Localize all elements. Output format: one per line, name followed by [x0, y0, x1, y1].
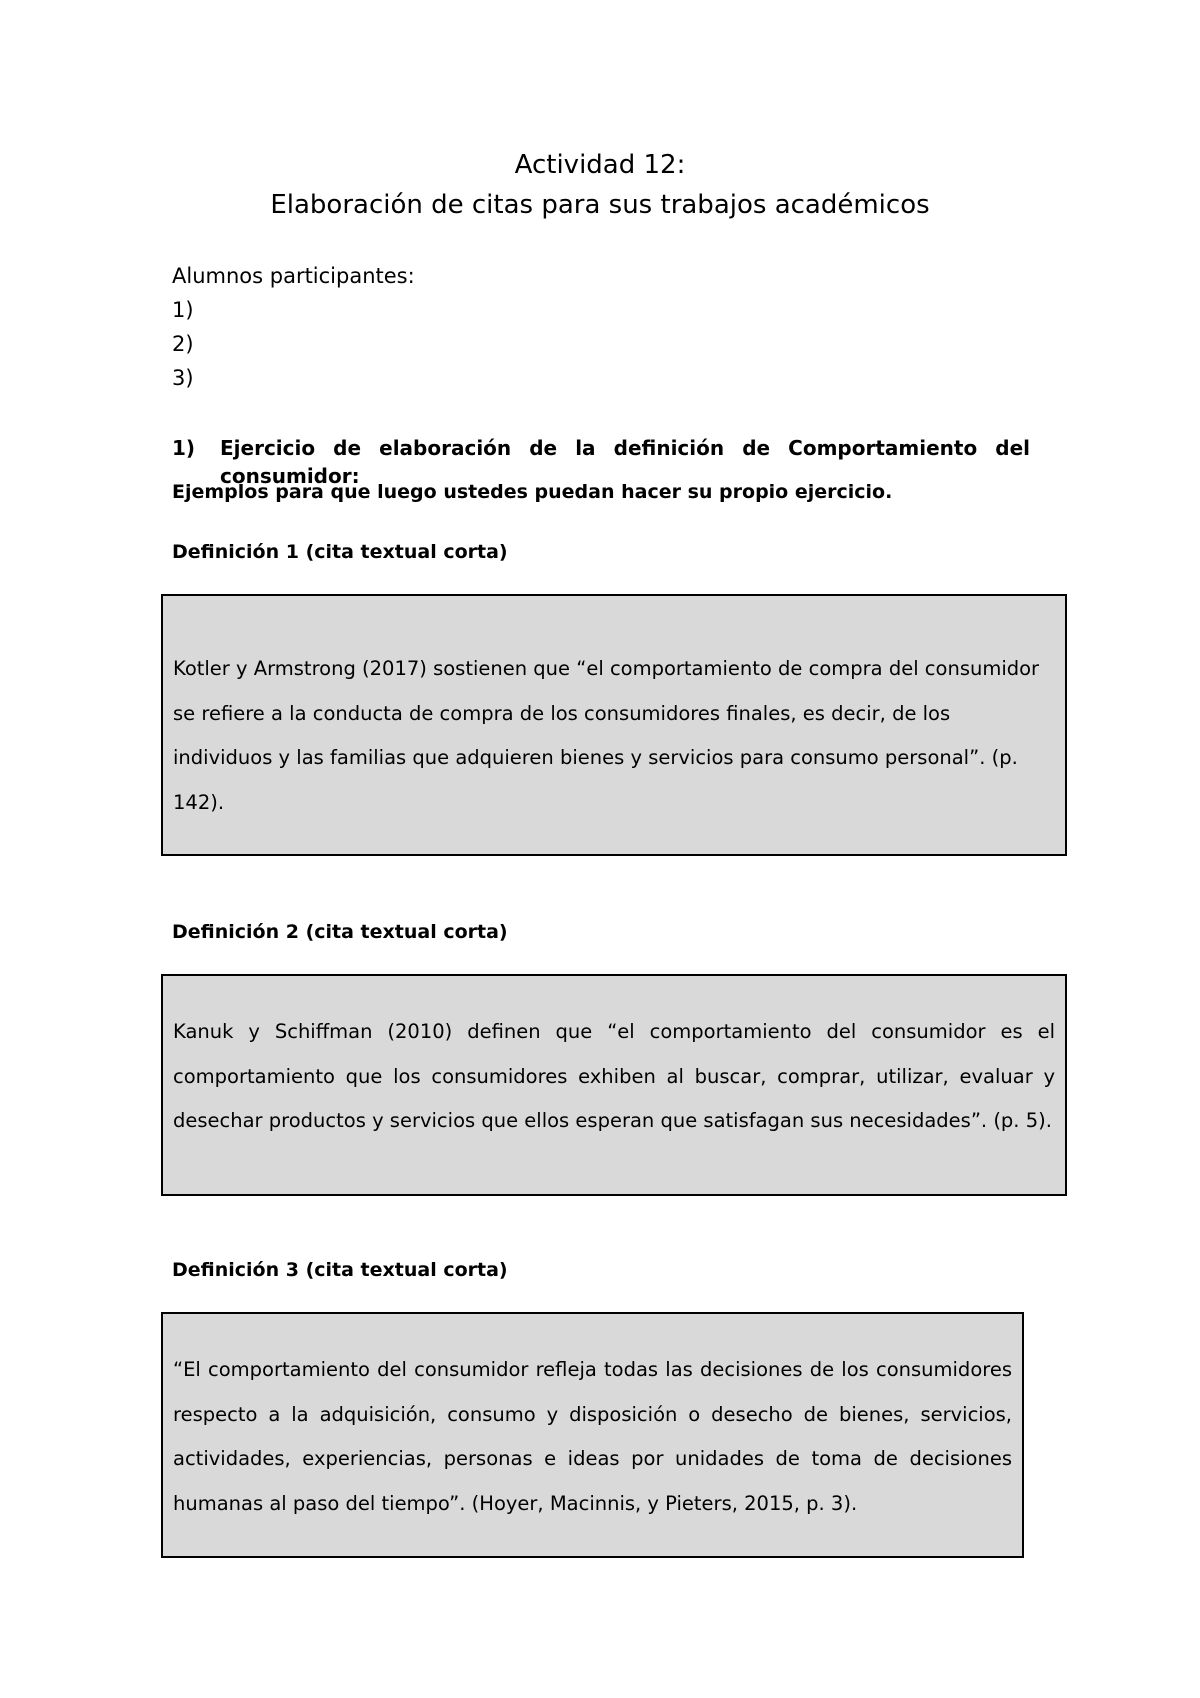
participant-item-2: 2) [172, 332, 194, 356]
definition-2-quote-box [161, 974, 1067, 1196]
definition-3-heading: Definición 3 (cita textual corta) [172, 1259, 508, 1281]
definition-2-heading: Definición 2 (cita textual corta) [172, 921, 508, 943]
definition-3-quote: “El comportamiento del consumidor refleja todas las decisiones de los consumidores respecto a la adquisición, consumo y disposición o desecho de bienes, servicios, actividades, experiencias, personas e ideas por unidades de toma de decisiones humanas al paso del tiempo”. (Hoyer, Macinnis, y Pieters, 2015, p. 3). [173, 1358, 1012, 1515]
participant-item-3: 3) [172, 366, 194, 390]
definition-1-heading: Definición 1 (cita textual corta) [172, 541, 508, 563]
examples-note: Ejemplos para que luego ustedes puedan hacer su propio ejercicio. [172, 481, 893, 503]
participant-item-1: 1) [172, 298, 194, 322]
definition-2-quote: Kanuk y Schiffman (2010) definen que “el comportamiento del consumidor es el comportamiento que los consumidores exhiben al buscar, comprar, utilizar, evaluar y desechar productos y servicios que ellos esperan que satisfagan sus necesidades”. (p. 5). [173, 1020, 1055, 1132]
page-subtitle: Elaboración de citas para sus trabajos académicos [270, 190, 930, 220]
participants-label: Alumnos participantes: [172, 264, 415, 288]
definition-1-quote: Kotler y Armstrong (2017) sostienen que “el comportamiento de compra del consumidor se refiere a la conducta de compra de los consumidores finales, es decir, de los individuos y las familias que adquieren bienes y servicios para consumo personal”. (p. 142). [173, 657, 1040, 814]
definition-3-quote-box [161, 1312, 1024, 1558]
exercise-title: Ejercicio de elaboración de la definición de Comportamiento del consumidor: [220, 436, 1030, 488]
definition-1-quote-box [161, 594, 1067, 856]
page-title: Actividad 12: [514, 150, 686, 180]
exercise-number: 1) [172, 436, 196, 460]
